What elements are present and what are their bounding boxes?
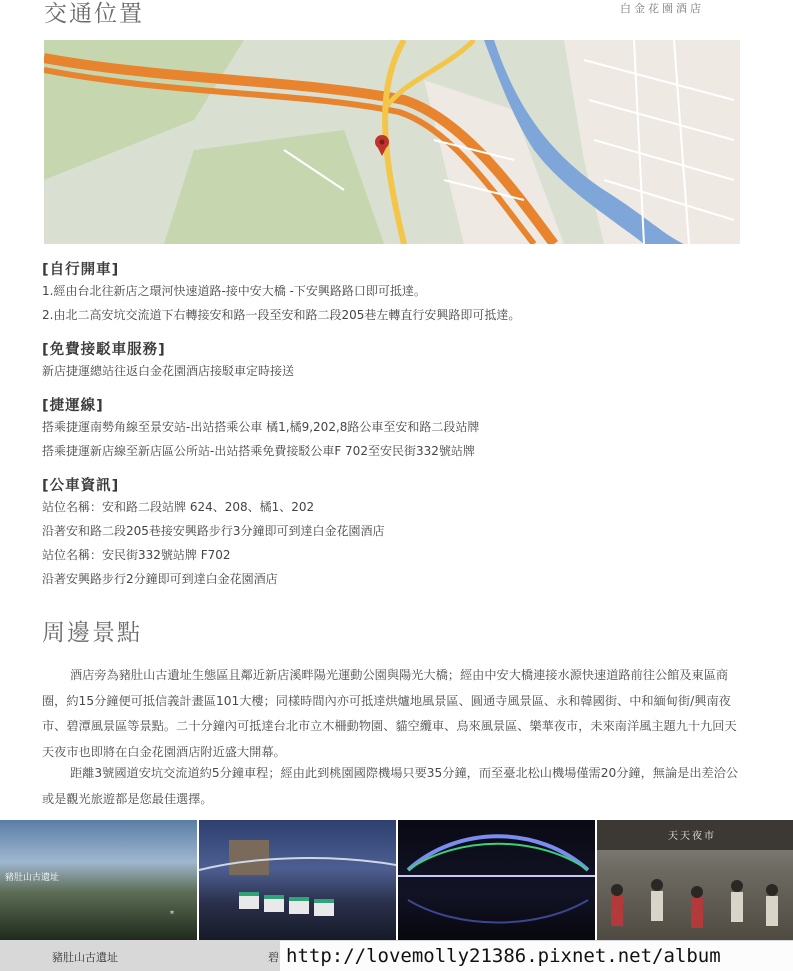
photo3-graphic: [398, 820, 595, 940]
mrt-line-2: 搭乘捷運新店線至新店區公所站-出站搭乘免費接駁公車F 702至安民街332號站牌: [42, 444, 475, 458]
photo1-title: 豬肚山古遺址: [5, 873, 60, 883]
album-url-watermark: http://lovemolly21386.pixnet.net/album: [280, 941, 793, 971]
bus-heading: [公車資訊]: [42, 478, 120, 494]
caption-bitan: 碧: [268, 951, 279, 964]
attractions-paragraph-2: 距離3號國道安坑交流道約5分鐘車程；經由此到桃園國際機場只要35分鐘，而至臺北松山機場僅需20分鐘，無論是出差洽公或是觀光旅遊都是您最佳選擇。: [42, 766, 739, 806]
drive-line-1: 1.經由台北往新店之環河快速道路-接中安大橋 -下安興路路口即可抵達。: [42, 284, 426, 298]
shuttle-heading: [免費接駁車服務]: [42, 342, 166, 358]
bus-line-3: 站位名稱：安民街332號站牌 F702: [42, 548, 231, 562]
map-graphic: [44, 40, 740, 244]
photo-sun-bridge[interactable]: [398, 820, 595, 940]
location-map[interactable]: [44, 40, 740, 244]
photo-bitan[interactable]: [199, 820, 396, 940]
drive-heading: [自行開車]: [42, 262, 120, 278]
mrt-heading: [捷運線]: [42, 398, 104, 414]
drive-line-2: 2.由北二高安坑交流道下右轉接安和路一段至安和路二段205巷左轉直行安興路即可抵達。: [42, 308, 521, 322]
mrt-line-1: 搭乘捷運南勢角線至景安站-出站搭乘公車 橘1,橘9,202,8路公車至安和路二段站牌: [42, 420, 480, 434]
photo2-graphic: [199, 820, 396, 940]
caption-ancient-site: 豬肚山古遺址: [52, 951, 118, 964]
brand-name: 白金花園酒店: [620, 2, 704, 15]
bus-line-2: 沿著安和路二段205巷接安興路步行3分鐘即可到達白金花園酒店: [42, 524, 385, 538]
attractions-title: 周邊景點: [42, 620, 142, 646]
night-market-sign: 天天夜市: [668, 831, 716, 842]
bus-line-4: 沿著安興路步行2分鐘即可到達白金花園酒店: [42, 572, 278, 586]
page-title: 交通位置: [44, 1, 144, 27]
hotel-logo-icon: ✲: [169, 910, 175, 916]
attractions-paragraph-1: 酒店旁為豬肚山古遺址生態區且鄰近新店溪畔陽光運動公園與陽光大橋；經由中安大橋連接水源快速道路前往公館及東區商圈，約15分鐘便可抵信義計畫區101大樓；同樣時間內亦可抵達烘爐地風景區、圓通寺風景區、永和韓國街、中和緬甸街/興南夜市、碧潭風景區等景點。二十分鐘內可抵達台北市立木柵動物園、貓空纜車、烏來風景區、樂華夜市，未來南洋風主題九十九回天天夜市也即將在白金花園酒店附近盛大開幕。: [42, 668, 737, 759]
bus-line-1: 站位名稱：安和路二段站牌 624、208、橘1、202: [42, 500, 315, 514]
shuttle-line-1: 新店捷運總站往返白金花園酒店接駁車定時接送: [42, 364, 295, 378]
